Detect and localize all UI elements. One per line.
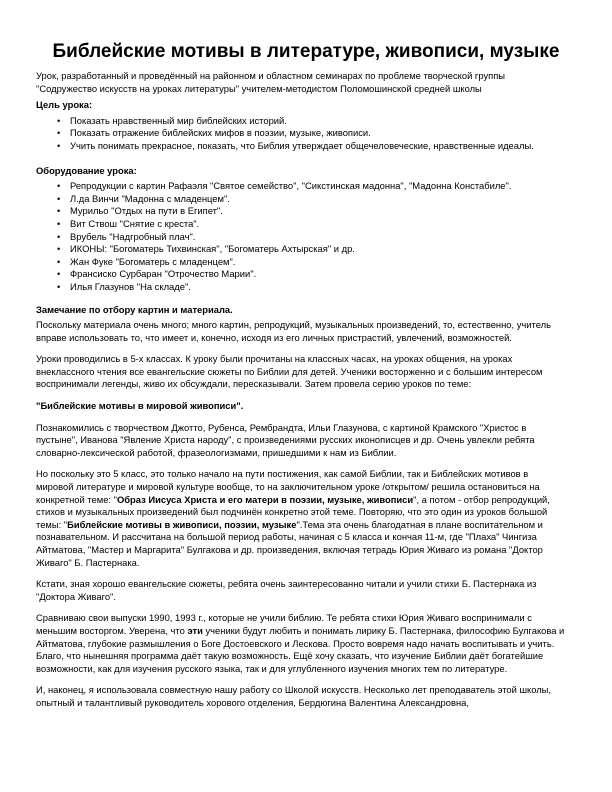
- paragraph-materials: Поскольку материала очень много; много картин, репродукций, музыкальных произведений, то, естественно, учитель вправе использовать то, что имеет и, конечно, исходя из его личных пристрастий, увлечений, возможностей.: [36, 319, 551, 343]
- topic-heading: "Библейские мотивы в мировой живописи".: [36, 400, 244, 412]
- paragraph-pasternak: Кстати, зная хорошо евангельские сюжеты, ребята очень заинтересованно читали и учили стихи Б. Пастернака из "Доктора Живаго".: [36, 578, 537, 602]
- list-item: • Л.да Винчи "Мадонна с младенцем".: [36, 193, 568, 206]
- list-item: • Франсиско Сурбаран "Отрочество Марии".: [36, 268, 568, 281]
- list-item: • Вит Ствош "Снятие с креста".: [36, 218, 568, 231]
- bold-topic: Библейские мотивы в живописи, поэзии, музыке: [67, 518, 297, 530]
- goals-list: [36, 115, 568, 153]
- paragraph-lessons: Уроки проводились в 5-х классах. К уроку были прочитаны на классных часах, на уроках общения, на уроках внеклассного чтения все евангельские сюжеты по Библии для детей. Ученики восторженно и с большим интересом воспринимали легенды, живо их обсуждали, пересказывали. Затем провела серию уроков по теме:: [36, 353, 543, 390]
- bold-topic: Образ Иисуса Христа и его матери в поэзии, музыке, живописи: [116, 493, 414, 505]
- text-span: Но поскольку это 5 класс, это только начало на пути постижения, как самой Библии, так и Библейских мотивов в мировой литературе и мировой культуре вообще, то на заключительном уроке /открытом/ решила остановиться на конкретной теме: ": [36, 468, 540, 505]
- text-span: ", а потом - отбор репродукций, стихов и музыкальных произведений был подчинён конкретно этой теме. Повторяю, что это один из уроков большой темы: ": [36, 493, 550, 530]
- list-item: • Показать отражение библейских мифов в поэзии, музыке, живописи.: [36, 127, 568, 140]
- page-title: Библейские мотивы в литературе, живописи, музыке: [52, 41, 560, 62]
- paragraph-acquaintance: Познакомились с творчеством Джотто, Рубенса, Рембрандта, Ильи Глазунова, с картиной Крамского "Христос в пустыне", Иванова "Явление Христа народу", с произведениями русских иконописцев и др. Очень увлекли ребята словарно-лексической работой, фразеологизмами, пришедшими к нам из Библии.: [36, 421, 535, 458]
- bold-word: эти: [187, 624, 203, 636]
- list-item: • Врубель "Надгробный плач".: [36, 231, 568, 244]
- list-item: • Репродукции с картин Рафаэля "Святое семейство", "Сикстинская мадонна", "Мадонна Констабиле".: [36, 180, 568, 193]
- paragraph-comparison: [36, 612, 568, 675]
- list-item: • Показать нравственный мир библейских историй.: [36, 115, 568, 128]
- list-item: • Жан Фуке "Богоматерь с младенцем".: [36, 256, 568, 269]
- goals-heading: Цель урока:: [36, 99, 93, 111]
- document-page: [36, 40, 568, 719]
- equipment-list: [36, 180, 568, 293]
- list-item: • Илья Глазунов "На складе".: [36, 281, 568, 294]
- remark-heading: Замечание по отбору картин и материала.: [36, 303, 233, 315]
- list-item: • Мурильо "Отдых на пути в Египет".: [36, 205, 568, 218]
- paragraph-art-school: И, наконец, я использовала совместную нашу работу со Школой искусств. Несколько лет преподаватель этой школы, опытный и талантливый руководитель хорового отделения, Бердюгина Валентина Александровна,: [36, 684, 552, 708]
- equipment-heading: Оборудование урока:: [36, 164, 137, 176]
- list-item: • ИКОНЫ: "Богоматерь Тихвинская", "Богоматерь Ахтырская" и др.: [36, 243, 568, 256]
- text-span: ученики будут любить и понимать лирику Б. Пастернака, философию Булгакова и Айтматова, глубокие размышления о Боге Достоевского и Лескова. Просто вовремя надо начать воспитывать и учить. Благо, что нынешняя программа даёт такую возможность. Ещё хочу сказать, что изучение Библии даёт богатейшие возможности, как для изучения русского языка, так и для углубленного изучения многих тем по литературе.: [36, 624, 565, 674]
- text-span: Сравниваю свои выпуски 1990, 1993 г., которые не учили библию. Те ребята стихи Юрия Живаго воспринимали с меньшим восторгом. Уверена, что: [36, 612, 532, 636]
- list-item: • Учить понимать прекрасное, показать, что Библия утверждает общечеловеческие, нравственные идеалы.: [36, 140, 568, 153]
- paragraph-final-lesson: [36, 468, 568, 569]
- intro-paragraph: Урок, разработанный и проведённый на районном и областном семинарах по проблеме творческой группы "Содружество искусств на уроках литературы" учителем-методистом Поломошинской средней школы: [36, 70, 506, 94]
- text-span: ".Тема эта очень благодатная в плане воспитательном и познавательном. И рассчитана на большой период работы, начиная с 5 класса и кончая 11-м, где "Плаха" Чингиза Айтматова, "Мастер и Маргарита" Булгакова и др. произведения, включая тетрадь Юрия Живаго из романа "Доктор Живаго" Б. Пастернака.: [36, 518, 543, 568]
